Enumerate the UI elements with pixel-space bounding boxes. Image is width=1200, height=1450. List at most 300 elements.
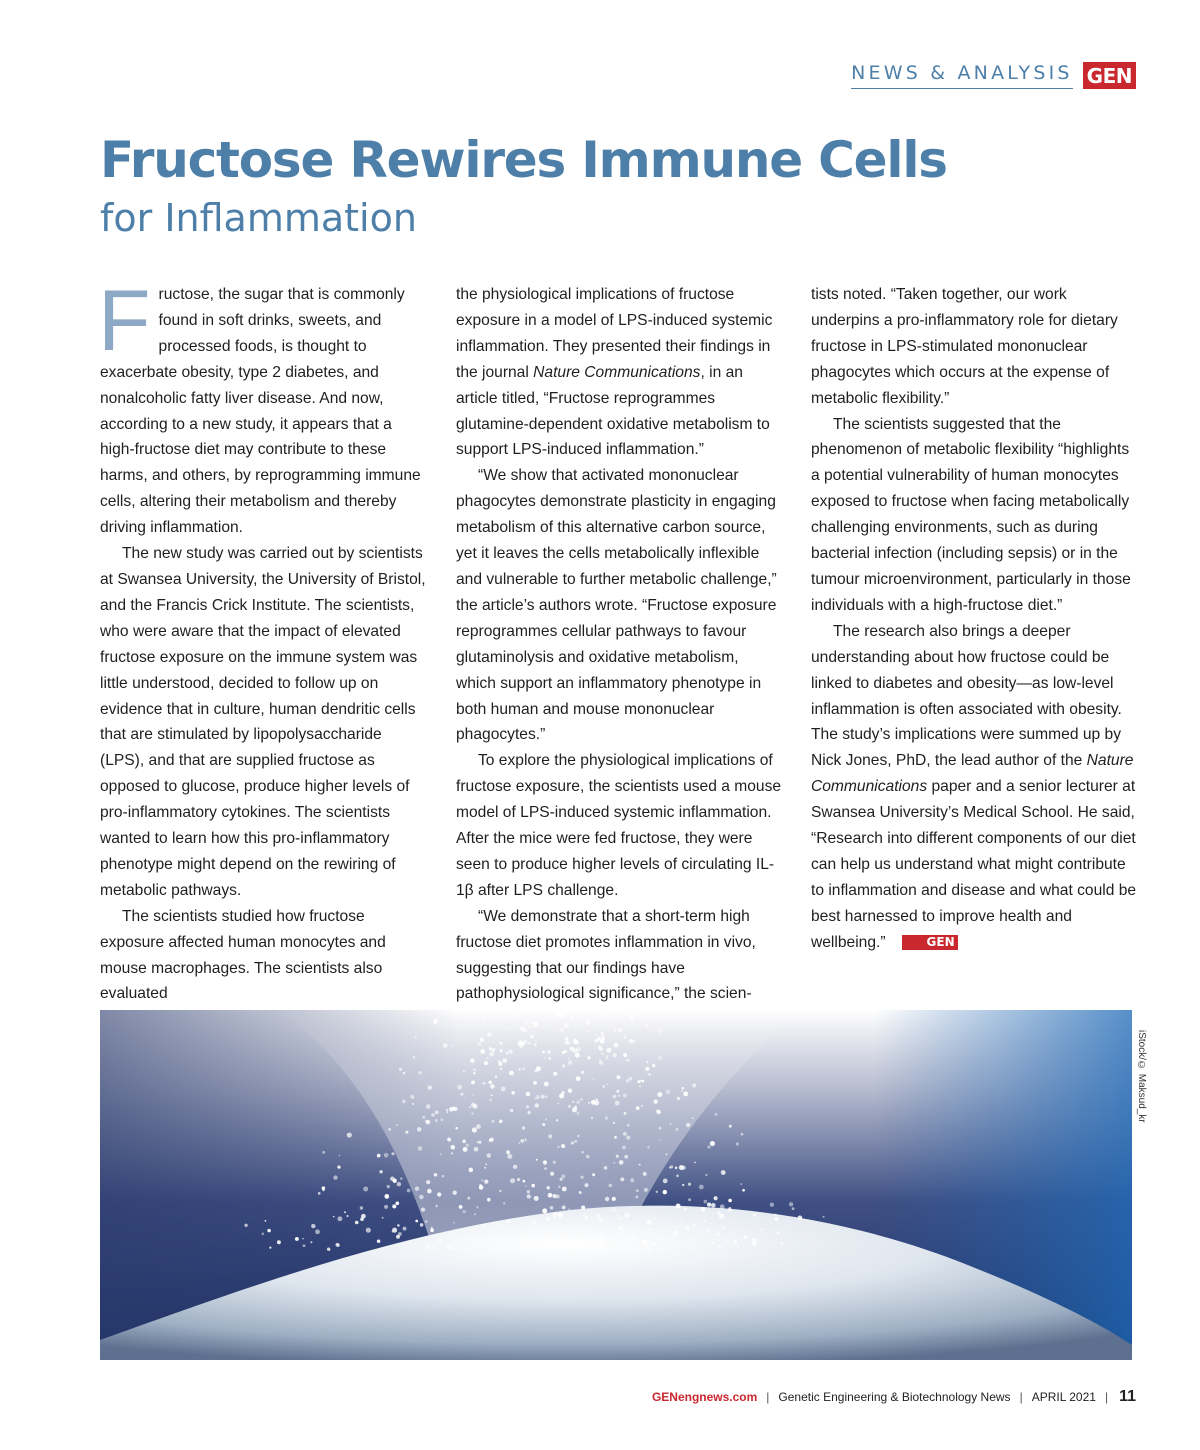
sugar-grain xyxy=(581,1206,585,1210)
sugar-grain xyxy=(624,1213,629,1218)
sugar-grain xyxy=(751,1238,756,1243)
sugar-grain xyxy=(318,1192,321,1195)
sugar-grain xyxy=(568,1058,570,1060)
sugar-grain xyxy=(302,1238,304,1240)
sugar-grain xyxy=(562,1051,565,1054)
sugar-grain xyxy=(355,1221,359,1225)
sugar-grain xyxy=(523,1068,525,1070)
sugar-grain xyxy=(643,1240,648,1245)
sugar-grain xyxy=(553,1216,555,1218)
sugar-grain xyxy=(688,1198,691,1201)
paragraph: To explore the physiological implications of fructose exposure, the scientists used a mouse model of LPS-induced systemic inflammation. After the mice were fed fructose, they were seen to produce higher levels of circulating IL-1β after LPS challenge. xyxy=(456,752,782,899)
sugar-grain xyxy=(663,1190,667,1194)
sugar-grain xyxy=(648,1228,650,1230)
sugar-grain xyxy=(639,1086,641,1088)
sugar-grain xyxy=(269,1247,271,1249)
sugar-grain xyxy=(604,1166,608,1170)
sugar-grain xyxy=(499,1223,502,1226)
sugar-grain xyxy=(614,1029,617,1032)
sugar-grain xyxy=(387,1185,390,1188)
sugar-grain xyxy=(613,1095,617,1099)
sugar-grain xyxy=(545,1119,547,1121)
sugar-grain xyxy=(613,1122,615,1124)
sugar-grain xyxy=(521,1235,524,1238)
sugar-grain xyxy=(491,1094,493,1096)
sugar-grain xyxy=(542,1050,545,1053)
sugar-grain xyxy=(418,1146,423,1151)
sugar-grain xyxy=(519,1041,524,1046)
sugar-grain xyxy=(680,1221,682,1223)
sugar-grain xyxy=(484,1167,486,1169)
sugar-grain xyxy=(599,1011,602,1014)
sugar-grain xyxy=(798,1215,803,1220)
sugar-grain xyxy=(705,1174,707,1176)
sugar-grain xyxy=(722,1226,725,1229)
sugar-grain xyxy=(544,1082,549,1087)
sugar-grain xyxy=(535,1022,539,1026)
sugar-grain xyxy=(499,1049,502,1052)
sugar-grain xyxy=(591,1117,593,1119)
sugar-grain xyxy=(499,1120,502,1123)
sugar-grain xyxy=(605,1116,608,1119)
sugar-grain xyxy=(485,1163,487,1165)
sugar-grain xyxy=(601,1053,603,1055)
sugar-grain xyxy=(509,1049,513,1053)
sugar-grain xyxy=(676,1204,681,1209)
sugar-grain xyxy=(675,1167,678,1170)
sugar-grain xyxy=(618,1095,620,1097)
sugar-grain xyxy=(570,1016,574,1020)
article-column-2 xyxy=(456,282,782,1007)
sugar-grain xyxy=(473,1104,478,1109)
sugar-grain xyxy=(682,1184,684,1186)
sugar-grain xyxy=(701,1207,706,1212)
sugar-grain xyxy=(663,1241,665,1243)
sugar-grain xyxy=(631,1040,635,1044)
sugar-grain xyxy=(337,1165,340,1168)
sugar-grain xyxy=(553,1072,557,1076)
sugar-grain xyxy=(399,1068,402,1071)
sugar-grain xyxy=(448,1245,453,1250)
sugar-grain xyxy=(265,1220,267,1222)
sugar-grain xyxy=(434,1173,438,1177)
sugar-grain xyxy=(470,1058,475,1063)
sugar-grain xyxy=(620,1177,624,1181)
sugar-grain xyxy=(474,1147,479,1152)
sugar-grain xyxy=(489,1051,494,1056)
sugar-grain xyxy=(435,1205,438,1208)
sugar-grain xyxy=(657,1110,661,1114)
sugar-grain xyxy=(469,1106,471,1108)
sugar-grain xyxy=(498,1062,502,1066)
sugar-grain xyxy=(544,1167,547,1170)
sugar-grain xyxy=(688,1183,691,1186)
sugar-grain xyxy=(645,1024,648,1027)
sugar-grain xyxy=(473,1072,475,1074)
sugar-grain xyxy=(714,1196,718,1200)
sugar-grain xyxy=(673,1233,676,1236)
sugar-grain xyxy=(679,1165,684,1170)
sugar-grain xyxy=(488,1081,491,1084)
sugar-grain xyxy=(500,1068,503,1071)
sugar-grain xyxy=(550,1206,554,1210)
sugar-grain xyxy=(499,1190,501,1192)
sugar-grain xyxy=(823,1216,825,1218)
footer-website: GENengnews.com xyxy=(651,1390,758,1404)
sugar-grain xyxy=(572,1048,577,1053)
sugar-grain xyxy=(634,1218,636,1220)
sugar-grain xyxy=(645,1067,649,1071)
sugar-grain xyxy=(534,1043,537,1046)
sugar-grain xyxy=(390,1176,395,1181)
sugar-grain xyxy=(506,1051,509,1054)
sugar-grain xyxy=(463,1210,466,1213)
sugar-grain xyxy=(344,1211,346,1213)
sugar-crystals-photo xyxy=(100,1010,1132,1360)
sugar-grain xyxy=(595,1098,597,1100)
sugar-grain xyxy=(437,1192,441,1196)
sugar-grain xyxy=(453,1222,455,1224)
sugar-grain xyxy=(527,1230,529,1232)
sugar-grain xyxy=(704,1220,706,1222)
sugar-grain xyxy=(681,1090,683,1092)
sugar-grain xyxy=(559,1094,564,1099)
sugar-grain xyxy=(599,1241,602,1244)
sugar-grain xyxy=(547,1050,551,1054)
sugar-grain xyxy=(558,1186,560,1188)
paragraph-text: paper and a senior lecturer at Swansea University’s Medical School. He said, “Research into different components of our diet can help us understand what might contribute to inflammation and disease and what could be best harnessed to improve health and wellbeing.” xyxy=(811,778,1137,951)
sugar-grain xyxy=(684,1208,687,1211)
sugar-grain xyxy=(484,1179,488,1183)
sugar-grain xyxy=(295,1237,299,1241)
sugar-grain xyxy=(733,1240,737,1244)
footer-divider: | xyxy=(1104,1390,1109,1404)
sugar-grain xyxy=(677,1097,681,1101)
sugar-grain xyxy=(653,1218,655,1220)
paragraph-text: the physiological implications of fructose exposure in a model of LPS-induced systemic inflammation. They presented their findings in the journal xyxy=(456,286,773,381)
sugar-grain xyxy=(579,1191,582,1194)
sugar-grain xyxy=(426,1180,430,1184)
sugar-grain xyxy=(583,1214,586,1217)
sugar-grain xyxy=(536,1159,538,1161)
sugar-grain xyxy=(605,1057,608,1060)
sugar-grain xyxy=(327,1247,330,1250)
sugar-grain xyxy=(347,1133,352,1138)
sugar-grain xyxy=(322,1186,326,1190)
sugar-grain xyxy=(637,1080,640,1083)
sugar-grain xyxy=(473,1068,476,1071)
sugar-grain xyxy=(562,1064,565,1067)
sugar-grain xyxy=(435,1111,439,1115)
sugar-grain xyxy=(666,1154,668,1156)
sugar-grain xyxy=(395,1201,399,1205)
sugar-grain xyxy=(384,1153,389,1158)
sugar-grain xyxy=(775,1214,777,1216)
sugar-grain xyxy=(499,1042,502,1045)
sugar-grain xyxy=(713,1212,715,1214)
sugar-grain xyxy=(676,1175,679,1178)
sugar-grain xyxy=(490,1084,495,1089)
sugar-grain xyxy=(744,1235,748,1239)
sugar-grain xyxy=(686,1123,690,1127)
sugar-grain xyxy=(518,1142,520,1144)
sugar-grain xyxy=(391,1152,394,1155)
sugar-grain xyxy=(614,1136,617,1139)
sugar-grain xyxy=(707,1229,710,1232)
article-column-1 xyxy=(98,273,426,1007)
sugar-grain xyxy=(418,1071,421,1074)
sugar-grain xyxy=(568,1060,573,1065)
sugar-grain xyxy=(535,1103,540,1108)
sugar-grain xyxy=(527,1190,531,1194)
sugar-grain xyxy=(509,1071,514,1076)
sugar-grain xyxy=(556,1011,558,1013)
sugar-grain xyxy=(505,1028,507,1030)
sugar-grain xyxy=(493,1222,496,1225)
sugar-grain xyxy=(476,1206,478,1208)
section-label: NEWS & ANALYSIS xyxy=(851,62,1073,89)
sugar-grain xyxy=(728,1199,732,1203)
sugar-grain xyxy=(526,1092,531,1097)
sugar-grain xyxy=(659,1139,661,1141)
sugar-grain xyxy=(503,1202,505,1204)
sugar-grain xyxy=(603,1085,605,1087)
sugar-grain xyxy=(459,1205,463,1209)
sugar-grain xyxy=(792,1207,795,1210)
sugar-grain xyxy=(545,1232,547,1234)
sugar-grain xyxy=(711,1203,716,1208)
sugar-grain xyxy=(431,1113,434,1116)
sugar-grain xyxy=(490,1099,492,1101)
sugar-grain xyxy=(420,1223,424,1227)
sugar-grain xyxy=(606,1048,611,1053)
article-title: Fructose Rewires Immune Cells xyxy=(100,131,947,189)
article-column-3 xyxy=(811,282,1137,956)
sugar-grain xyxy=(742,1189,745,1192)
sugar-grain xyxy=(587,1030,589,1032)
sugar-grain xyxy=(517,1178,520,1181)
sugar-grain xyxy=(586,1020,591,1025)
sugar-grain xyxy=(623,1093,627,1097)
sugar-grain xyxy=(636,1189,639,1192)
sugar-grain xyxy=(581,1151,583,1153)
sugar-grain xyxy=(440,1118,443,1121)
sugar-grain xyxy=(382,1217,384,1219)
sugar-grain xyxy=(606,1083,608,1085)
sugar-grain xyxy=(557,1146,559,1148)
sugar-grain xyxy=(546,1217,550,1221)
sugar-grain xyxy=(618,1028,622,1032)
sugar-grain xyxy=(565,1037,569,1041)
sugar-grain xyxy=(597,1037,601,1041)
sugar-grain xyxy=(430,1228,434,1232)
sugar-grain xyxy=(548,1193,553,1198)
sugar-grain xyxy=(361,1214,366,1219)
sugar-grain xyxy=(615,1101,620,1106)
sugar-grain xyxy=(650,1211,652,1213)
sugar-grain xyxy=(467,1197,470,1200)
sugar-grain xyxy=(557,1103,559,1105)
sugar-grain xyxy=(510,1178,515,1183)
sugar-grain xyxy=(753,1213,756,1216)
sugar-grain xyxy=(518,1069,520,1071)
paragraph-text: ructose, the sugar that is commonly found in soft drinks, sweets, and processed foods, is thought to exacerbate obesity, type 2 diabetes, and nonalcoholic fatty liver disease. And now, according to a new study, it appears that a high-fructose diet may contribute to these harms, and others, by reprogramming immune cells, altering their metabolism and thereby driving inflammation. xyxy=(100,286,421,537)
sugar-grain xyxy=(719,1213,722,1216)
sugar-grain xyxy=(595,1039,598,1042)
sugar-grain xyxy=(483,1082,485,1084)
sugar-grain xyxy=(579,1214,581,1216)
sugar-grain xyxy=(721,1170,726,1175)
sugar-grain xyxy=(489,1139,492,1142)
sugar-grain xyxy=(629,1077,633,1081)
sugar-grain xyxy=(692,1083,696,1087)
sugar-grain xyxy=(647,1146,650,1149)
sugar-grain xyxy=(596,1214,600,1218)
sugar-grain xyxy=(601,1032,604,1035)
sugar-grain xyxy=(533,1081,537,1085)
sugar-grain xyxy=(528,1026,530,1028)
sugar-grain xyxy=(479,1184,482,1187)
sugar-grain xyxy=(598,1236,602,1240)
sugar-grain xyxy=(707,1202,711,1206)
sugar-grain xyxy=(652,1064,655,1067)
sugar-grain xyxy=(335,1243,339,1247)
sugar-grain xyxy=(712,1242,715,1245)
paragraph xyxy=(456,282,782,463)
sugar-grain xyxy=(413,1056,415,1058)
sugar-grain xyxy=(562,1187,567,1192)
sugar-grain xyxy=(486,1057,489,1060)
sugar-grain xyxy=(425,1244,430,1249)
sugar-grain xyxy=(477,1141,479,1143)
sugar-grain xyxy=(595,1034,597,1036)
sugar-grain xyxy=(543,1160,547,1164)
sugar-grain xyxy=(524,1138,526,1140)
sugar-grain xyxy=(262,1233,265,1236)
sugar-grain xyxy=(562,1205,566,1209)
sugar-grain xyxy=(487,1032,492,1037)
sugar-grain xyxy=(728,1208,732,1212)
sugar-grain xyxy=(526,1105,529,1108)
gen-logo: GEN xyxy=(1083,62,1136,89)
sugar-grain xyxy=(427,1085,432,1090)
sugar-grain xyxy=(584,1183,588,1187)
sugar-grain xyxy=(605,1197,609,1201)
sugar-grain xyxy=(592,1173,595,1176)
sugar-grain xyxy=(675,1128,678,1131)
sugar-grain xyxy=(544,1057,546,1059)
sugar-grain xyxy=(478,1141,481,1144)
sugar-grain xyxy=(244,1224,247,1227)
sugar-grain xyxy=(522,1126,525,1129)
sugar-grain xyxy=(529,1226,531,1228)
sugar-grain xyxy=(550,1172,554,1176)
sugar-grain xyxy=(656,1191,658,1193)
sugar-grain xyxy=(718,1245,721,1248)
sugar-grain xyxy=(481,1016,484,1019)
sugar-grain xyxy=(322,1151,325,1154)
sugar-grain xyxy=(427,1189,432,1194)
sugar-grain xyxy=(626,1059,628,1061)
sugar-grain xyxy=(761,1229,763,1231)
sugar-grain xyxy=(566,1040,571,1045)
sugar-grain xyxy=(510,1109,513,1112)
sugar-grain xyxy=(573,1040,578,1045)
sugar-grain xyxy=(472,1127,477,1132)
sugar-grain xyxy=(528,1042,530,1044)
paragraph-text: The research also brings a deeper understanding about how fructose could be linked to diabetes and obesity—as low-level inflammation is often associated with obesity. The study’s implications were summed up by Nick Jones, PhD, the lead author of the xyxy=(811,622,1122,770)
sugar-grain xyxy=(545,1096,548,1099)
sugar-grain xyxy=(666,1089,671,1094)
sugar-grain xyxy=(601,1035,606,1040)
sugar-grain xyxy=(639,1164,641,1166)
sugar-grain xyxy=(417,1127,422,1132)
sugar-grain xyxy=(360,1206,363,1209)
sugar-grain xyxy=(447,1111,449,1113)
sugar-grain xyxy=(483,1224,485,1226)
sugar-grain xyxy=(646,1061,648,1063)
sugar-grain xyxy=(599,1059,601,1061)
sugar-grain xyxy=(422,1116,425,1119)
sugar-grain xyxy=(613,1053,617,1057)
sugar-grain xyxy=(720,1204,725,1209)
sugar-grain xyxy=(619,1217,622,1220)
sugar-grain xyxy=(581,1071,584,1074)
sugar-grain xyxy=(384,1194,389,1199)
sugar-grain xyxy=(514,1016,516,1018)
sugar-grain xyxy=(686,1226,690,1230)
sugar-grain xyxy=(530,1021,533,1024)
sugar-grain xyxy=(548,1134,552,1138)
sugar-grain xyxy=(485,1018,487,1020)
sugar-grain xyxy=(683,1091,688,1096)
sugar-grain xyxy=(407,1189,411,1193)
sugar-grain xyxy=(619,1160,624,1165)
sugar-grain xyxy=(531,1221,535,1225)
sugar-grain xyxy=(580,1099,582,1101)
sugar-grain xyxy=(513,1165,517,1169)
sugar-grain xyxy=(633,1228,635,1230)
sugar-grain xyxy=(574,1140,577,1143)
sugar-grain xyxy=(619,1226,623,1230)
sugar-grain xyxy=(431,1227,433,1229)
sugar-grain xyxy=(403,1227,407,1231)
sugar-grain xyxy=(559,1028,564,1033)
sugar-grain xyxy=(599,1218,603,1222)
sugar-grain xyxy=(487,1198,491,1202)
sugar-grain xyxy=(477,1042,481,1046)
sugar-grain xyxy=(577,1112,580,1115)
sugar-grain xyxy=(641,1105,643,1107)
sugar-grain xyxy=(377,1154,381,1158)
sugar-grain xyxy=(415,1036,417,1038)
sugar-grain xyxy=(492,1048,496,1052)
sugar-grain xyxy=(366,1228,371,1233)
sugar-grain xyxy=(480,1049,485,1054)
sugar-grain xyxy=(586,1155,590,1159)
sugar-grain xyxy=(527,1194,531,1198)
sugar-grain xyxy=(566,1245,570,1249)
sugar-grain xyxy=(410,1095,414,1099)
paragraph-text: , in an article titled, “Fructose reprogrammes glutamine-dependent oxidative metabolism to support LPS-induced inflammation.” xyxy=(456,363,770,459)
sugar-grain xyxy=(535,1039,537,1041)
sugar-grain xyxy=(440,1153,442,1155)
sugar-grain xyxy=(426,1120,431,1125)
sugar-grain xyxy=(614,1043,619,1048)
sugar-grain xyxy=(789,1202,793,1206)
sugar-grain xyxy=(460,1093,463,1096)
sugar-grain xyxy=(741,1133,744,1136)
